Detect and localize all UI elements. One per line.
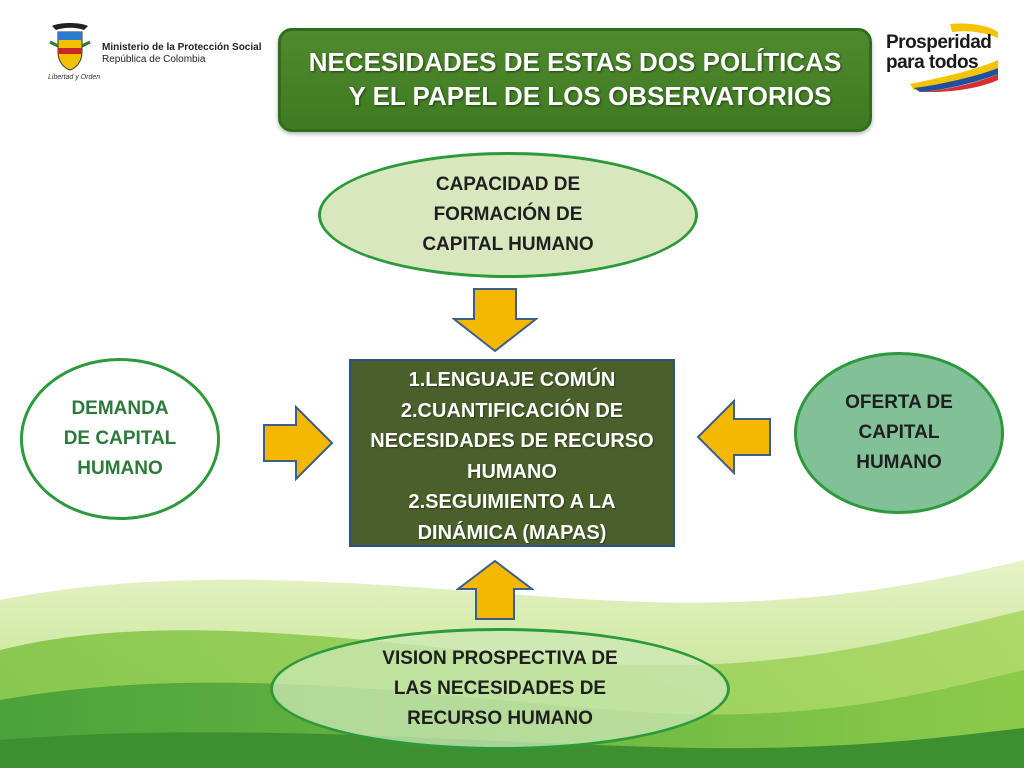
node-capacidad-formacion xyxy=(318,152,698,278)
node-text: CAPITAL HUMANO xyxy=(422,234,594,255)
title-line1: NECESIDADES DE ESTAS DOS POLÍTICAS xyxy=(308,47,842,77)
node-text: LAS NECESIDADES DE xyxy=(393,678,607,699)
node-observatorio-funciones xyxy=(349,359,675,547)
arrow-left-icon xyxy=(696,399,772,475)
center-line: DINÁMICA (MAPAS) xyxy=(417,521,607,544)
arrow-down-icon xyxy=(452,287,538,353)
center-line: HUMANO xyxy=(467,460,557,483)
node-vision-prospectiva xyxy=(270,628,730,750)
node-demanda-capital xyxy=(20,358,220,520)
ministry-logo xyxy=(46,22,276,86)
ministry-country: República de Colombia xyxy=(102,54,206,65)
center-line: 2.CUANTIFICACIÓN DE xyxy=(400,399,624,422)
node-text: DE CAPITAL xyxy=(63,428,177,449)
node-text: CAPITAL xyxy=(858,422,940,443)
title-line2: Y EL PAPEL DE LOS OBSERVATORIOS xyxy=(348,81,832,111)
slide-title xyxy=(278,28,872,132)
center-line: NECESIDADES DE RECURSO xyxy=(370,430,654,452)
node-oferta-capital xyxy=(794,352,1004,514)
ministry-name: Ministerio de la Protección Social xyxy=(102,42,262,53)
coat-of-arms-icon xyxy=(46,22,94,74)
node-text: DEMANDA xyxy=(71,398,169,419)
node-text: HUMANO xyxy=(856,452,942,473)
arrow-up-icon xyxy=(456,559,534,621)
center-line: 2.SEGUIMIENTO A LA xyxy=(408,491,616,513)
node-text: HUMANO xyxy=(77,458,163,479)
node-text: OFERTA DE xyxy=(845,392,953,413)
center-line: 1.LENGUAJE COMÚN xyxy=(408,369,616,391)
node-text: FORMACIÓN DE xyxy=(433,204,583,225)
brand-line2: para todos xyxy=(886,52,979,73)
node-text: RECURSO HUMANO xyxy=(407,708,593,729)
node-text: VISION PROSPECTIVA DE xyxy=(382,648,618,669)
node-text: CAPACIDAD DE xyxy=(435,174,581,195)
prosperidad-logo xyxy=(880,22,1000,92)
arrow-right-icon xyxy=(262,405,334,481)
brand-line1: Prosperidad xyxy=(886,32,992,53)
ministry-motto: Libertad y Orden xyxy=(48,74,101,81)
